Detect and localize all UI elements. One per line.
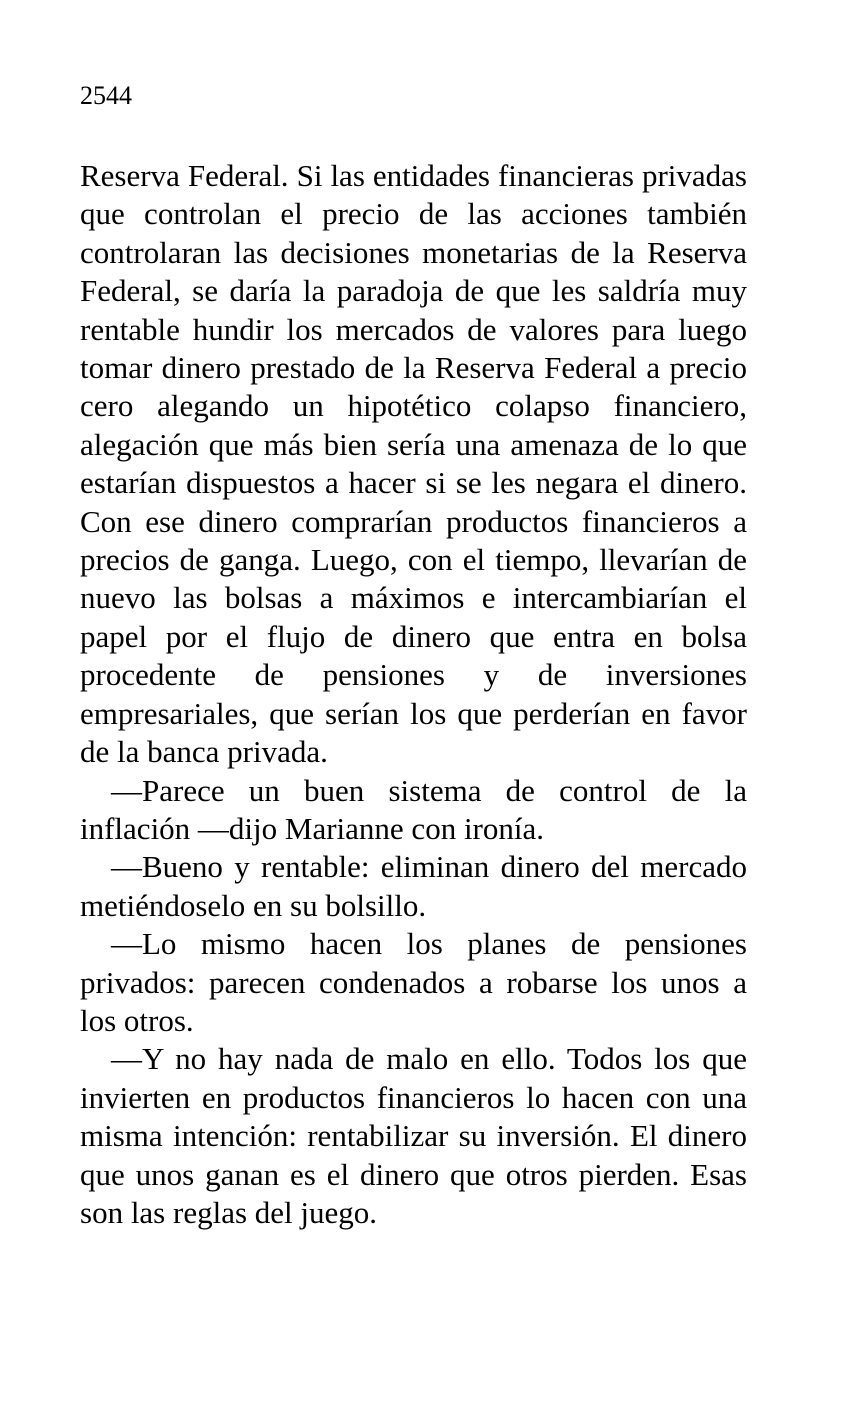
dialogue-paragraph: —Y no hay nada de malo en ello. Todos los que invierten en productos financieros lo hacen con una misma intención: rentabilizar su inversión. El dinero que unos ganan es el dinero que otros pierden. Esas son las reglas del juego. xyxy=(80,1041,747,1230)
paragraph-continuation: Reserva Federal. Si las entidades financieras privadas que controlan el precio de las acciones también controlaran las decisiones monetarias de la Reserva Federal, se daría la paradoja de que les saldría muy rentable hundir los mercados de valores para luego tomar dinero prestado de la Reserva Federal a precio cero alegando un hipotético colapso financiero, alegación que más bien sería una amenaza de lo que estarían dispuestos a hacer si se les negara el dinero. Con ese dinero comprarían productos financieros a precios de ganga. Luego, con el tiempo, llevarían de nuevo las bolsas a máximos e intercambiarían el papel por el flujo de dinero que entra en bolsa procedente de pensiones y de inversiones empresariales, que serían los que perderían en favor de la banca privada. xyxy=(80,158,747,770)
dialogue-paragraph: —Parece un buen sistema de control de la inflación —dijo Marianne con ironía. xyxy=(80,772,747,846)
dialogue-paragraph: —Lo mismo hacen los planes de pensiones privados: parecen condenados a robarse los unos a los otros. xyxy=(80,926,747,1038)
page-number: 2544 xyxy=(80,81,132,110)
dialogue-paragraph: —Bueno y rentable: eliminan dinero del mercado metiéndoselo en su bolsillo. xyxy=(80,849,747,923)
body-text xyxy=(80,157,747,1232)
